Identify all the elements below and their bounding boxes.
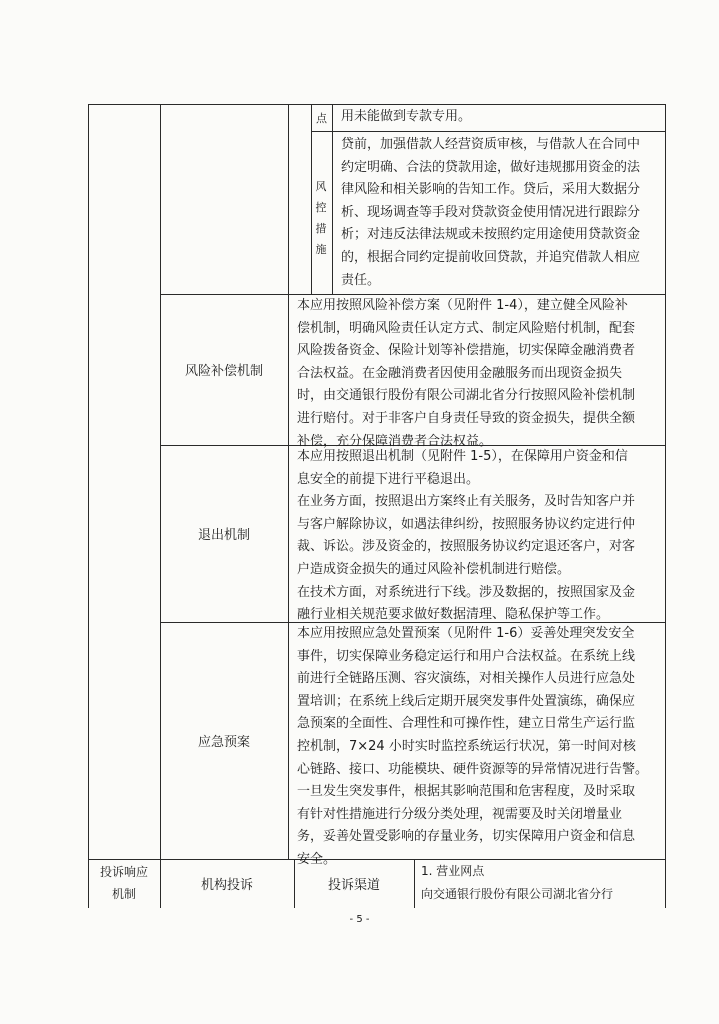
complaint-channel-label: 投诉渠道 xyxy=(327,878,380,893)
row-divider xyxy=(311,131,666,132)
column-divider xyxy=(311,104,312,294)
institution-complaint-label: 机构投诉 xyxy=(200,878,253,893)
exit-mechanism-text: 本应用按照退出机制（见附件 1-5），在保障用户资金和信 息安全的前提下进行平稳退出。 在业务方面，按照退出方案终止有关服务，及时告知客户并 与客户解除协议，如遇法律纠纷，按照服务协议约定进行仲 裁、诉讼。涉及资金的，按照服务协议约定退还客户，对客 户造成资金损失的通过风险补偿机制进行赔偿。 在技术方面，对系统进行下线。涉及数据的，按照国家及金 融行业相关规范要求做好数据清理、隐私保护等工作。 xyxy=(297,449,636,623)
risk-control-measures-text: 贷前，加强借款人经营资质审核，与借款人在合同中 约定明确、合法的贷款用途，做好违规挪用资金的法 律风险和相关影响的告知工作。贷后，采用大数据分 析、现场调查等手段对贷款资金使用情况进行跟踪分 析；对违反法律法规或未按照约定用途使用贷款资金 的，根据合同约定提前收回贷款，并追究借款人相应 责任。 xyxy=(341,137,641,288)
risk-compensation-label: 风险补偿机制 xyxy=(184,364,263,379)
emergency-plan-text: 本应用按照应急处置预案（见附件 1-6）妥善处理突发安全 事件，切实保障业务稳定运行和用户合法权益。在系统上线 前进行全链路压测、容灾演练，对相关操作人员进行应急处 置培训；在系统上线后定期开展突发事件处置演练，确保应 急预案的全面性、合理性和可操作性，建立日常生产运行监 控机制，7×24 小时实时监控系统运行状况，第一时间对核 心链路、接口、功能模块、硬件资源等的异常情况进行告警。 一旦发生突发事件，根据其影响范围和危害程度，及时采取 有针对性措施进行分级分类处理，视需要及时关闭增量业 务，妥善处置受影响的存量业务，切实保障用户资金和信息 安全。 xyxy=(297,626,649,867)
table-border-top xyxy=(88,104,666,105)
emergency-plan-label: 应急预案 xyxy=(197,735,250,750)
column-divider xyxy=(288,104,289,859)
column-divider xyxy=(332,104,333,294)
table-border-left xyxy=(88,104,89,908)
risk-point-label: 点 xyxy=(316,111,327,125)
page-number: - 5 - xyxy=(349,914,370,925)
risk-compensation-text: 本应用按照风险补偿方案（见附件 1-4），建立健全风险补 偿机制，明确风险责任认定方式、制定风险赔付机制，配套 风险拨备资金、保险计划等补偿措施，切实保障金融消费者 合法权益。在金融消费者因使用金融服务而出现资金损失 时，由交通银行股份有限公司湖北省分行按照风险补偿机制 进行赔付。对于非客户自身责任导致的资金损失，提供全额 补偿，充分保障消费者合法权益。 xyxy=(297,298,636,449)
complaint-channel-detail: 1. 营业网点 向交通银行股份有限公司湖北省分行 xyxy=(421,864,614,901)
risk-control-measures-label: 风 控 措 施 xyxy=(315,180,327,256)
risk-point-text: 用未能做到专款专用。 xyxy=(341,109,472,124)
exit-mechanism-label: 退出机制 xyxy=(197,528,250,543)
table-border-right xyxy=(665,104,666,908)
complaint-section-label: 投诉响应 机制 xyxy=(99,865,148,901)
